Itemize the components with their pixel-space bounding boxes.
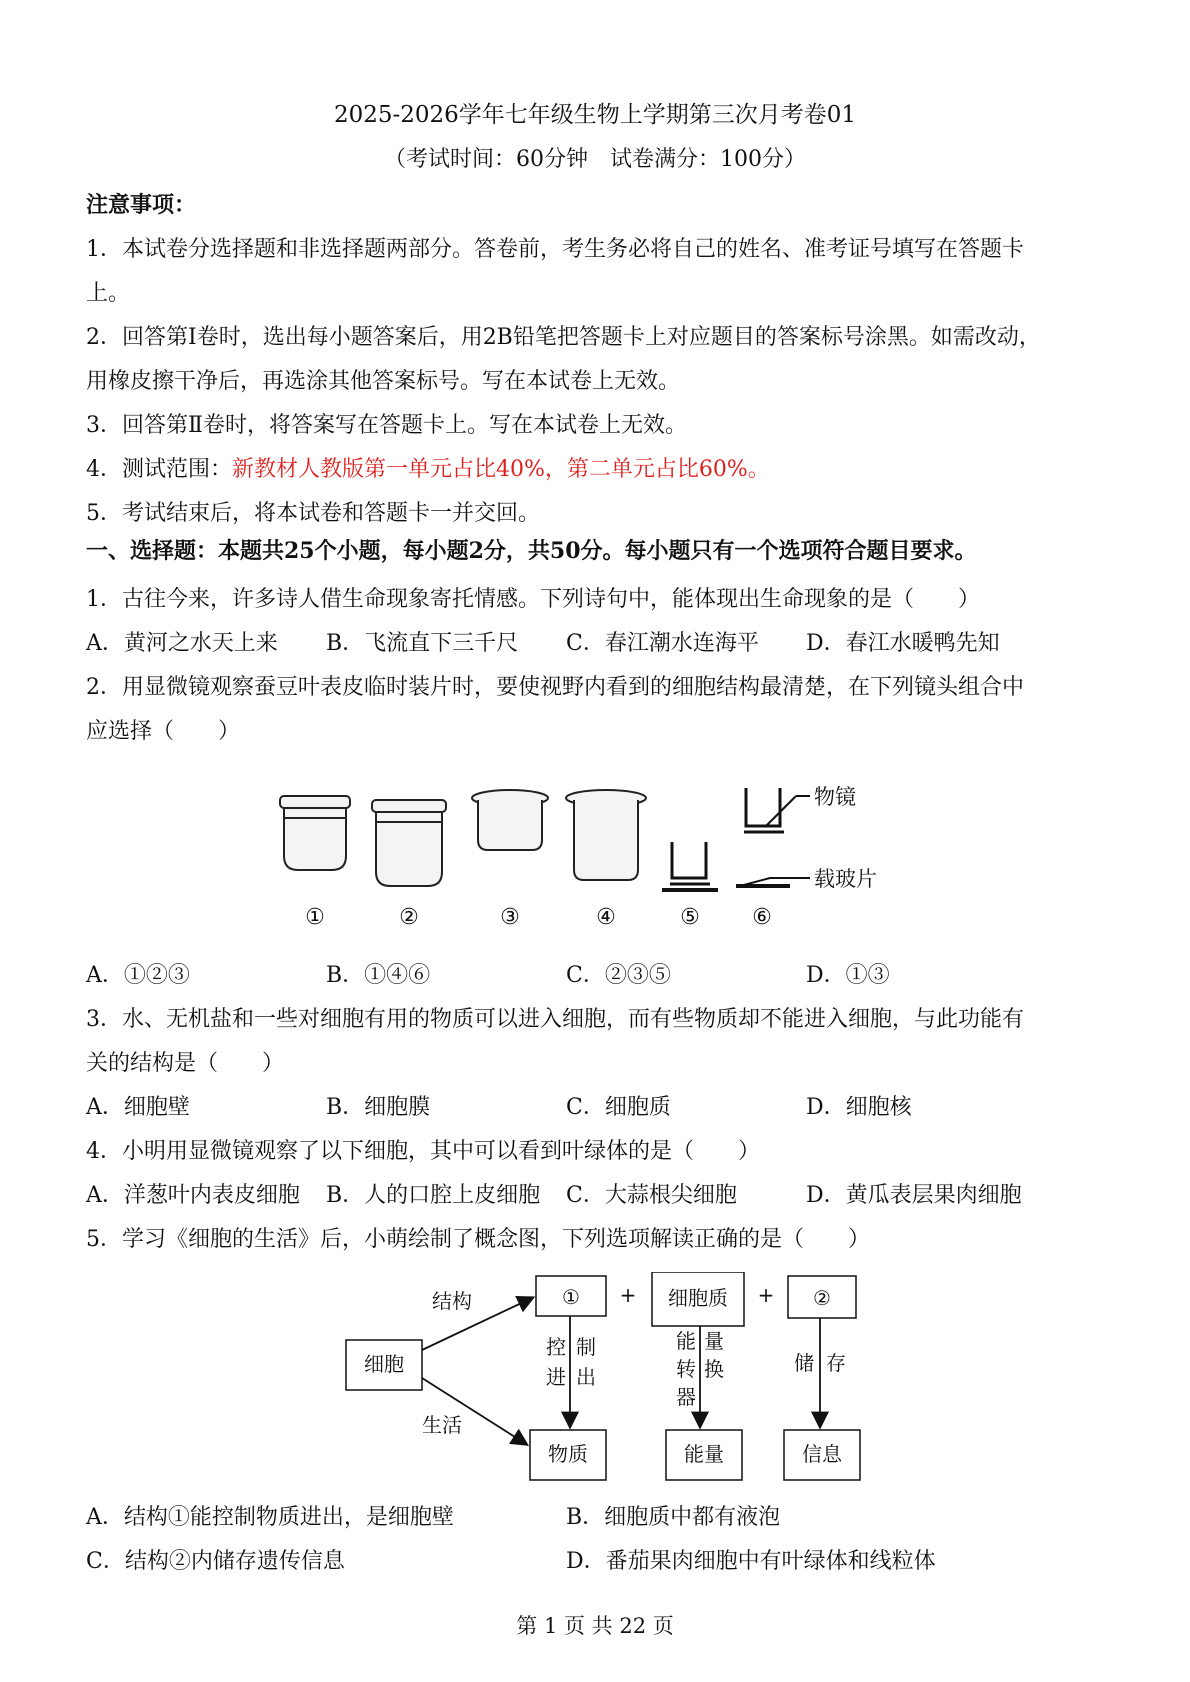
concept-store: 储: [794, 1351, 814, 1375]
label-slide: 载玻片: [814, 867, 877, 891]
exam-subtitle: （考试时间：60分钟 试卷满分：100分）: [384, 147, 806, 172]
question-stem: 2．用显微镜观察蚕豆叶表皮临时装片时，要使视野内看到的细胞结构最清楚，在下列镜头组合中: [86, 675, 1025, 700]
section-heading: 一、选择题：本题共25个小题，每小题2分，共50分。每小题只有一个选项符合题目要求。: [86, 538, 977, 564]
question-option: B．飞流直下三千尺: [326, 631, 519, 656]
eyepiece-short-icon: [280, 796, 350, 870]
notice-item: 1．本试卷分选择题和非选择题两部分。答卷前，考生务必将自己的姓名、准考证号填写在答题卡: [86, 237, 1025, 262]
notice-item-scope: [86, 452, 770, 483]
concept-box1: ①: [562, 1285, 580, 1309]
question-option: A．细胞壁: [86, 1095, 190, 1120]
concept-store: 存: [826, 1351, 846, 1375]
concept-energy-converter: 能: [676, 1329, 696, 1353]
notice-heading: 注意事项：: [86, 192, 197, 218]
concept-energy-converter: 转: [676, 1357, 696, 1381]
lens-number: ②: [399, 905, 419, 930]
question-option: B．①④⑥: [326, 963, 431, 988]
question-option: C．大蒜根尖细胞: [566, 1183, 737, 1208]
notice-item: 上。: [86, 281, 131, 306]
question-option: C．细胞质: [566, 1095, 671, 1120]
question-option: C．结构②内储存遗传信息: [86, 1549, 345, 1574]
lens-number: ⑥: [752, 905, 772, 930]
question-stem: 关的结构是（ ）: [86, 1051, 285, 1076]
objective-short-icon: [472, 790, 548, 850]
concept-control: 出: [576, 1365, 596, 1389]
concept-energy-converter: 量: [704, 1329, 724, 1353]
objective-long-icon: [566, 790, 646, 880]
question-stem: 3．水、无机盐和一些对细胞有用的物质可以进入细胞，而有些物质却不能进入细胞，与此功能有: [86, 1007, 1025, 1032]
concept-substance: 物质: [548, 1442, 588, 1466]
question-option: C．春江潮水连海平: [566, 631, 759, 656]
lens-number: ①: [305, 905, 325, 930]
concept-control: 控: [546, 1335, 566, 1359]
notice-item: 用橡皮擦干净后，再选涂其他答案标号。写在本试卷上无效。: [86, 369, 681, 394]
concept-map-figure: [340, 1272, 880, 1482]
concept-plus: +: [757, 1283, 775, 1307]
question-option: A．结构①能控制物质进出，是细胞壁: [86, 1505, 454, 1530]
question-option: D．春江水暖鸭先知: [806, 631, 1000, 656]
concept-info: 信息: [802, 1442, 842, 1466]
notice-item: 3．回答第Ⅱ卷时，将答案写在答题卡上。写在本试卷上无效。: [86, 413, 687, 438]
question-option: D．黄瓜表层果肉细胞: [806, 1183, 1022, 1208]
concept-cytoplasm: 细胞质: [668, 1286, 728, 1310]
question-option: A．黄河之水天上来: [86, 631, 278, 656]
concept-energy-converter: 器: [676, 1385, 696, 1409]
label-objective: 物镜: [814, 786, 856, 809]
concept-energy-converter: 换: [704, 1357, 724, 1381]
question-stem: 应选择（ ）: [86, 719, 241, 744]
objective-slide-far-icon: [736, 788, 810, 886]
question-stem: 5．学习《细胞的生活》后，小萌绘制了概念图，下列选项解读正确的是（ ）: [86, 1227, 870, 1252]
notice-item: 2．回答第Ⅰ卷时，选出每小题答案后，用2B铅笔把答题卡上对应题目的答案标号涂黑。如需改动，: [86, 325, 1041, 350]
question-option: B．细胞质中都有液泡: [566, 1505, 781, 1530]
page-number: 第 1 页 共 22 页: [516, 1614, 674, 1638]
question-option: B．细胞膜: [326, 1095, 431, 1120]
concept-life: 生活: [422, 1413, 462, 1437]
concept-box2: ②: [813, 1286, 831, 1310]
question-option: D．①③: [806, 963, 890, 988]
notice-item: 5．考试结束后，将本试卷和答题卡一并交回。: [86, 501, 540, 526]
lens-figure: [270, 786, 930, 936]
notice-scope-highlight: 新教材人教版第一单元占比40%，第二单元占比60%。: [232, 457, 770, 482]
notice-scope-prefix: 4．测试范围：: [86, 457, 232, 482]
concept-energy: 能量: [684, 1442, 724, 1466]
concept-cell: 细胞: [364, 1352, 404, 1376]
question-stem: 1．古往今来，许多诗人借生命现象寄托情感。下列诗句中，能体现出生命现象的是（ ）: [86, 587, 981, 612]
exam-title: 2025-2026学年七年级生物上学期第三次月考卷01: [333, 102, 857, 128]
question-option: A．①②③: [86, 963, 190, 988]
objective-slide-near-icon: [662, 842, 718, 890]
question-option: D．细胞核: [806, 1095, 912, 1120]
eyepiece-long-icon: [372, 800, 446, 886]
question-stem: 4．小明用显微镜观察了以下细胞，其中可以看到叶绿体的是（ ）: [86, 1139, 760, 1164]
question-option: B．人的口腔上皮细胞: [326, 1183, 541, 1208]
question-option: D．番茄果肉细胞中有叶绿体和线粒体: [566, 1549, 936, 1574]
question-option: C．②③⑤: [566, 963, 671, 988]
question-option: A．洋葱叶内表皮细胞: [86, 1183, 300, 1208]
lens-number: ③: [500, 905, 520, 930]
lens-number: ⑤: [680, 905, 700, 930]
concept-structure: 结构: [432, 1289, 472, 1313]
concept-control: 制: [576, 1335, 596, 1359]
concept-plus: +: [619, 1283, 637, 1307]
concept-control: 进: [546, 1365, 566, 1389]
lens-number: ④: [596, 905, 616, 930]
